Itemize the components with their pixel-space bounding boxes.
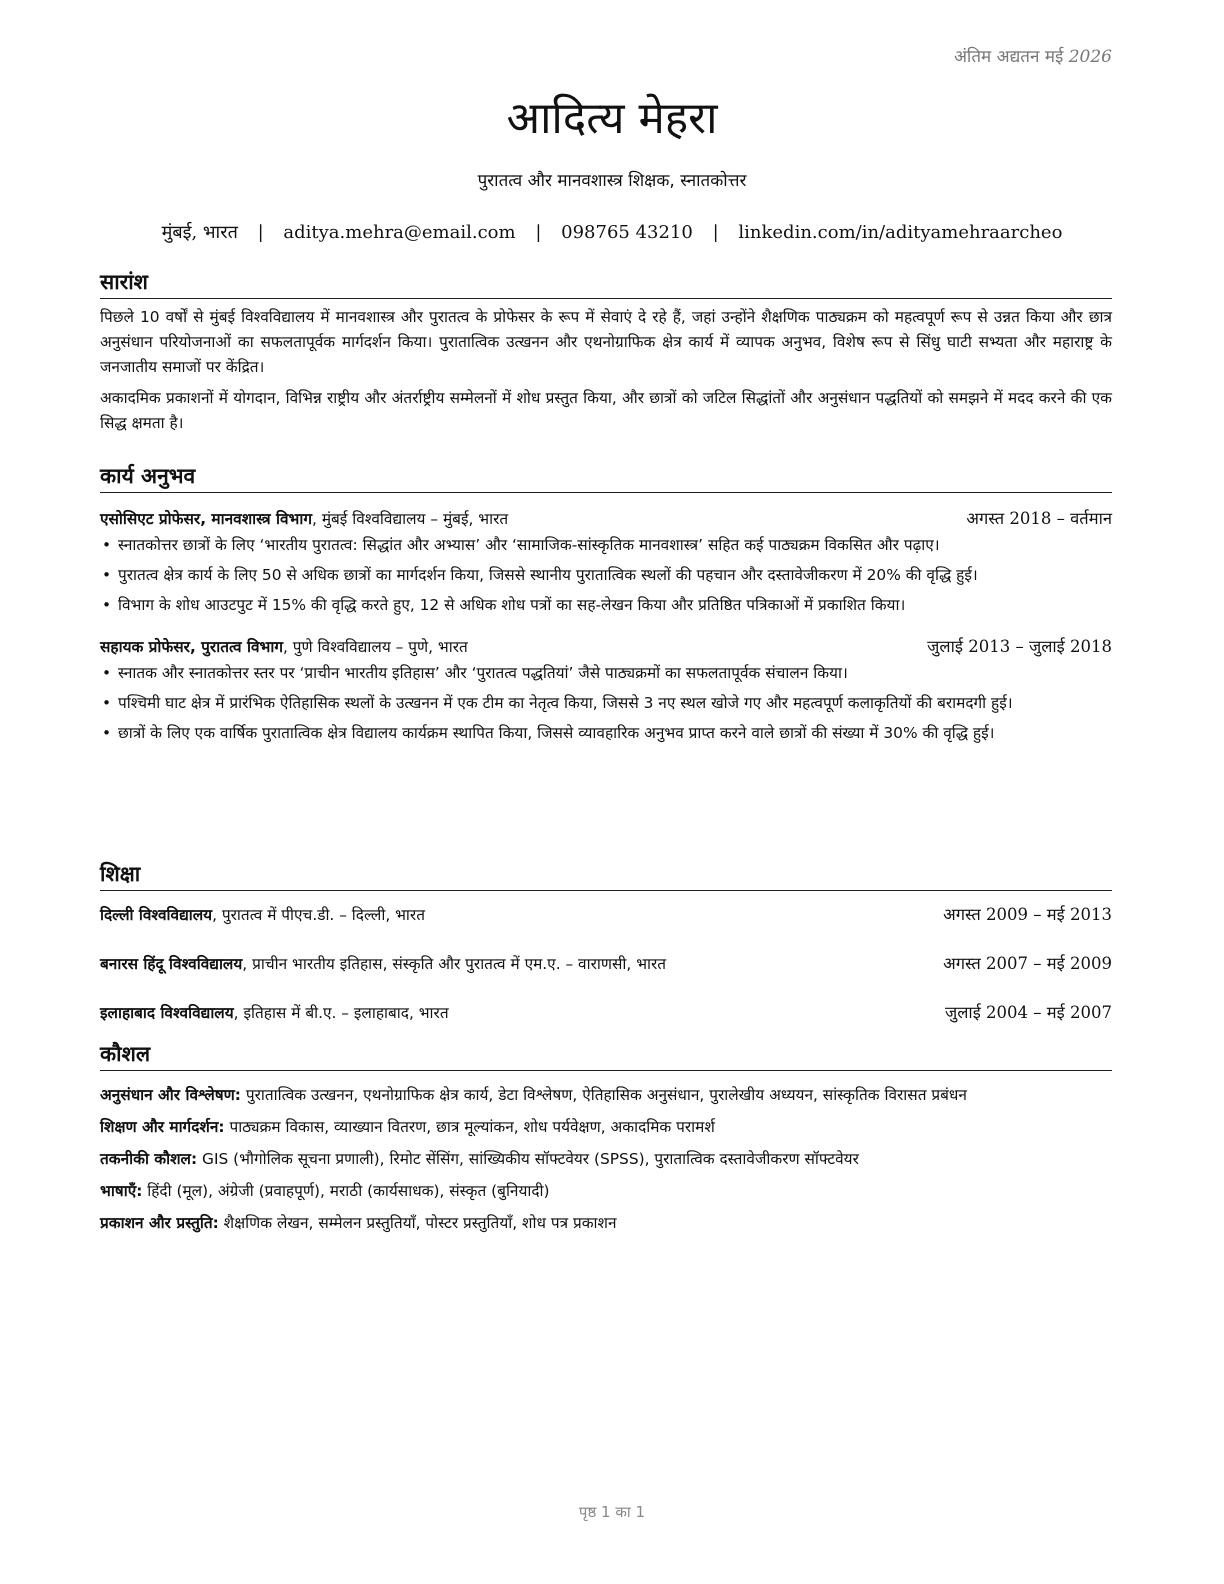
education-heading bbox=[100, 952, 666, 976]
job-bullet: • स्नातकोत्तर छात्रों के लिए ‘भारतीय पुरातत्व: सिद्धांत और अभ्यास’ और ‘सामाजिक-सांस्कृतिक मानवशास्त्र’ सहित कई पाठ्यक्रम विकसित और पढ़ाए। bbox=[118, 533, 1112, 557]
skill-label: भाषाएँ: bbox=[100, 1182, 143, 1200]
education-entry bbox=[100, 1001, 1112, 1025]
job-role: सहायक प्रोफेसर, पुरातत्व विभाग bbox=[100, 638, 283, 656]
skill-row bbox=[100, 1115, 1112, 1139]
education-heading bbox=[100, 903, 425, 927]
page-number: पृष्ठ 1 का 1 bbox=[578, 1503, 646, 1521]
skill-value: हिंदी (मूल), अंग्रेजी (प्रवाहपूर्ण), मराठी (कार्यसाधक), संस्कृत (बुनियादी) bbox=[142, 1182, 550, 1200]
skill-value: शैक्षणिक लेखन, सम्मेलन प्रस्तुतियाँ, पोस्टर प्रस्तुतियाँ, शोध पत्र प्रकाशन bbox=[218, 1214, 617, 1232]
education-school: दिल्ली विश्वविद्यालय bbox=[100, 906, 213, 924]
contact-linkedin[interactable]: linkedin.com/in/adityamehraarcheo bbox=[738, 222, 1063, 243]
contact-email[interactable]: aditya.mehra@email.com bbox=[283, 222, 516, 243]
section-title-experience: कार्य अनुभव bbox=[100, 462, 1112, 493]
contact-separator: | bbox=[712, 222, 719, 243]
education-heading bbox=[100, 1001, 449, 1025]
job-bullets bbox=[100, 533, 1112, 617]
summary-paragraph: अकादमिक प्रकाशनों में योगदान, विभिन्न राष्ट्रीय और अंतर्राष्ट्रीय सम्मेलनों में शोध प्रस्तुत किया, और छात्रों को जटिल सिद्धांतों और अनुसंधान पद्धतियों को समझने में मदद करने की एक सिद्ध क्षमता है। bbox=[100, 389, 1112, 432]
education-detail: , इतिहास में बी.ए. – इलाहाबाद, भारत bbox=[233, 1004, 449, 1022]
job-bullet: • पुरातत्व क्षेत्र कार्य के लिए 50 से अधिक छात्रों का मार्गदर्शन किया, जिससे स्थानीय पुरातात्विक स्थलों की पहचान और दस्तावेजीकरण में 20% की वृद्धि हुई। bbox=[118, 563, 1112, 587]
job-header bbox=[100, 507, 1112, 531]
job-dates: अगस्त 2018 – वर्तमान bbox=[966, 509, 1112, 528]
job-heading bbox=[100, 635, 468, 659]
job-bullet: • पश्चिमी घाट क्षेत्र में प्रारंभिक ऐतिहासिक स्थलों के उत्खनन में एक टीम का नेतृत्व किया, जिससे 3 नए स्थल खोजे गए और महत्वपूर्ण कलाकृतियों की बरामदगी हुई। bbox=[118, 691, 1112, 715]
education-entry bbox=[100, 952, 1112, 976]
job-dates: जुलाई 2013 – जुलाई 2018 bbox=[927, 637, 1112, 656]
education-detail: , प्राचीन भारतीय इतिहास, संस्कृति और पुरातत्व में एम.ए. – वाराणसी, भारत bbox=[242, 955, 667, 973]
job-bullet: • विभाग के शोध आउटपुट में 15% की वृद्धि करते हुए, 12 से अधिक शोध पत्रों का सह-लेखन किया और प्रतिष्ठित पत्रिकाओं में प्रकाशित किया। bbox=[118, 593, 1112, 617]
skill-label: प्रकाशन और प्रस्तुति: bbox=[100, 1214, 219, 1232]
skill-value: पुरातात्विक उत्खनन, एथनोग्राफिक क्षेत्र कार्य, डेटा विश्लेषण, ऐतिहासिक अनुसंधान, पुरालेखीय अध्ययन, सांस्कृतिक विरासत प्रबंधन bbox=[240, 1086, 967, 1104]
section-title-summary: सारांश bbox=[100, 268, 1112, 299]
last-updated-label: अंतिम अद्यतन मई bbox=[953, 47, 1064, 67]
experience-section bbox=[100, 462, 1112, 751]
skill-row bbox=[100, 1147, 1112, 1171]
section-title-education: शिक्षा bbox=[100, 860, 1112, 891]
education-school: इलाहाबाद विश्वविद्यालय bbox=[100, 1004, 234, 1022]
summary-section bbox=[100, 268, 1112, 436]
skill-row bbox=[100, 1179, 1112, 1203]
skill-row bbox=[100, 1083, 1112, 1107]
job-bullet: • स्नातक और स्नातकोत्तर स्तर पर ‘प्राचीन भारतीय इतिहास’ और ‘पुरातत्व पद्धतियां’ जैसे पाठ्यक्रमों का सफलतापूर्वक संचालन किया। bbox=[118, 661, 1112, 685]
section-title-skills: कौशल bbox=[100, 1040, 1112, 1071]
education-dates: अगस्त 2009 – मई 2013 bbox=[943, 905, 1112, 924]
contact-location: मुंबई, भारत bbox=[161, 222, 238, 243]
job-role: एसोसिएट प्रोफेसर, मानवशास्त्र विभाग bbox=[100, 510, 313, 528]
job-org: , पुणे विश्वविद्यालय – पुणे, भारत bbox=[282, 638, 468, 656]
contact-separator: | bbox=[535, 222, 542, 243]
job-entry bbox=[100, 507, 1112, 617]
skill-label: तकनीकी कौशल: bbox=[100, 1150, 198, 1168]
job-bullet: • छात्रों के लिए एक वार्षिक पुरातात्विक क्षेत्र विद्यालय कार्यक्रम स्थापित किया, जिससे व्यावहारिक अनुभव प्राप्त करने वाले छात्रों की संख्या में 30% की वृद्धि हुई। bbox=[118, 721, 1112, 745]
skill-value: पाठ्यक्रम विकास, व्याख्यान वितरण, छात्र मूल्यांकन, शोध पर्यवेक्षण, अकादमिक परामर्श bbox=[224, 1118, 715, 1136]
candidate-name: आदित्य मेहरा bbox=[506, 93, 718, 144]
contact-line bbox=[0, 220, 1224, 244]
skill-row bbox=[100, 1211, 1112, 1235]
education-school: बनारस हिंदू विश्वविद्यालय bbox=[100, 955, 243, 973]
job-entry bbox=[100, 635, 1112, 745]
education-entry bbox=[100, 903, 1112, 927]
skill-label: शिक्षण और मार्गदर्शन: bbox=[100, 1118, 225, 1136]
candidate-title: पुरातत्व और मानवशास्त्र शिक्षक, स्नातकोत्तर bbox=[477, 171, 747, 191]
job-heading bbox=[100, 507, 508, 531]
contact-phone: 098765 43210 bbox=[561, 222, 693, 243]
education-dates: जुलाई 2004 – मई 2007 bbox=[945, 1003, 1112, 1022]
skill-value: GIS (भौगोलिक सूचना प्रणाली), रिमोट सेंसिंग, सांख्यिकीय सॉफ्टवेयर (SPSS), पुरातात्विक दस्तावेजीकरण सॉफ्टवेयर bbox=[197, 1150, 859, 1168]
skills-section bbox=[100, 1040, 1112, 1243]
skill-label: अनुसंधान और विश्लेषण: bbox=[100, 1086, 241, 1104]
summary-paragraph: पिछले 10 वर्षों से मुंबई विश्वविद्यालय में मानवशास्त्र और पुरातत्व के प्रोफेसर के रूप में सेवाएं दे रहे हैं, जहां उन्होंने शैक्षणिक पाठ्यक्रम को महत्वपूर्ण रूप से उन्नत किया और छात्र अनुसंधान परियोजनाओं का सफलतापूर्वक मार्गदर्शन किया। पुरातात्विक उत्खनन और एथनोग्राफिक क्षेत्र कार्य में व्यापक अनुभव, विशेष रूप से सिंधु घाटी सभ्यता और महाराष्ट्र के जनजातीय समाजों पर केंद्रित। bbox=[100, 308, 1112, 376]
last-updated bbox=[954, 44, 1112, 67]
contact-separator: | bbox=[257, 222, 264, 243]
education-section bbox=[100, 860, 1112, 1025]
education-dates: अगस्त 2007 – मई 2009 bbox=[943, 954, 1112, 973]
job-bullets bbox=[100, 661, 1112, 745]
job-header bbox=[100, 635, 1112, 659]
education-detail: , पुरातत्व में पीएच.डी. – दिल्ली, भारत bbox=[212, 906, 425, 924]
last-updated-year: 2026 bbox=[1068, 47, 1112, 67]
job-org: , मुंबई विश्वविद्यालय – मुंबई, भारत bbox=[312, 510, 509, 528]
